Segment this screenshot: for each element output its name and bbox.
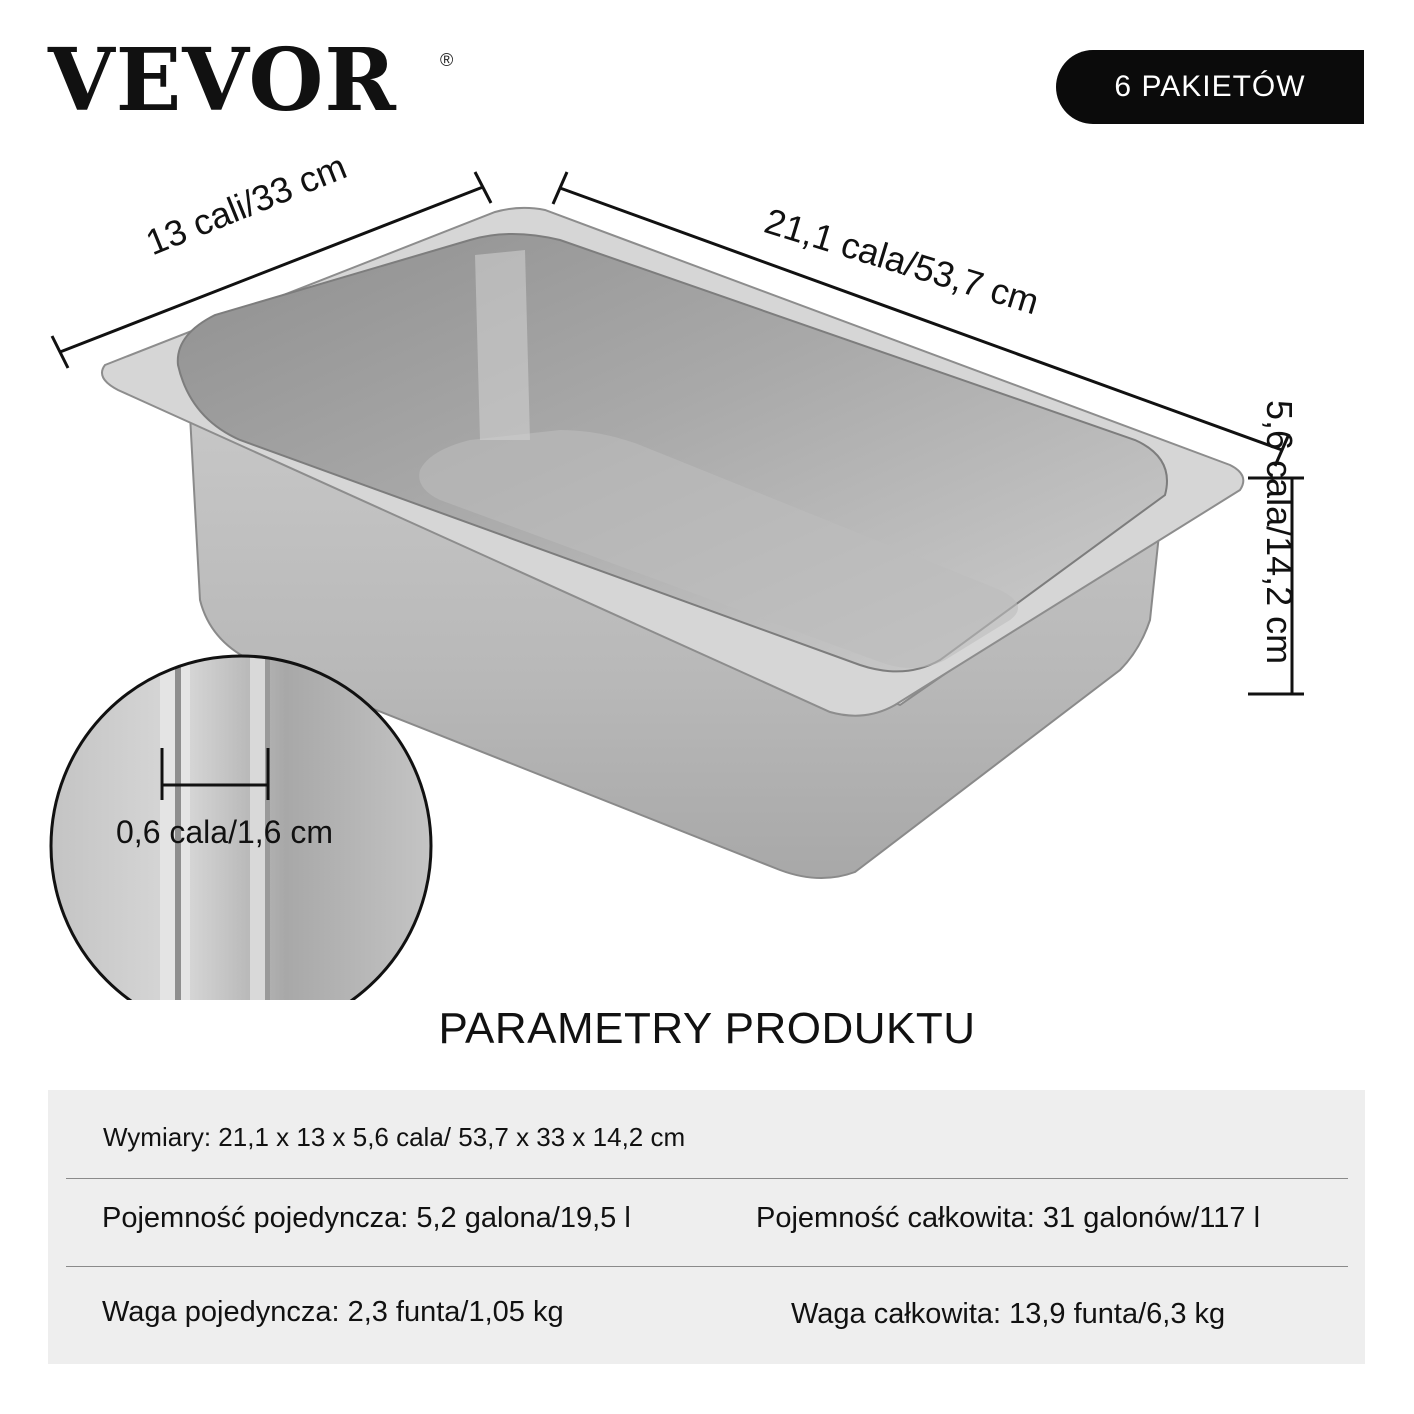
height-label: 5,6 cala/14,2 cm xyxy=(1259,400,1300,665)
params-row-capacity xyxy=(48,1178,1365,1266)
brand-name: VEVOR xyxy=(48,30,397,131)
registered-mark: ® xyxy=(440,50,454,70)
length-label: 21,1 cala/53,7 cm xyxy=(760,200,1044,323)
rim-thickness-label: 0,6 cala/1,6 cm xyxy=(116,814,333,850)
dimensions-spec: Wymiary: 21,1 x 13 x 5,6 cala/ 53,7 x 33 x 14,2 cm xyxy=(103,1122,686,1152)
params-title: PARAMETRY PRODUKTU xyxy=(438,1004,976,1053)
pack-badge-label: 6 PAKIETÓW xyxy=(1114,70,1306,103)
total-capacity-spec: Pojemność całkowita: 31 galonów/117 l xyxy=(756,1202,1261,1234)
single-weight-spec: Waga pojedyncza: 2,3 funta/1,05 kg xyxy=(102,1296,564,1328)
params-row-weight xyxy=(48,1266,1365,1364)
single-capacity-spec: Pojemność pojedyncza: 5,2 galona/19,5 l xyxy=(102,1202,631,1234)
width-label: 13 cali/33 cm xyxy=(140,145,353,264)
params-table xyxy=(48,1090,1365,1364)
params-row-dimensions xyxy=(48,1090,1365,1178)
total-weight-spec: Waga całkowita: 13,9 funta/6,3 kg xyxy=(791,1298,1226,1330)
